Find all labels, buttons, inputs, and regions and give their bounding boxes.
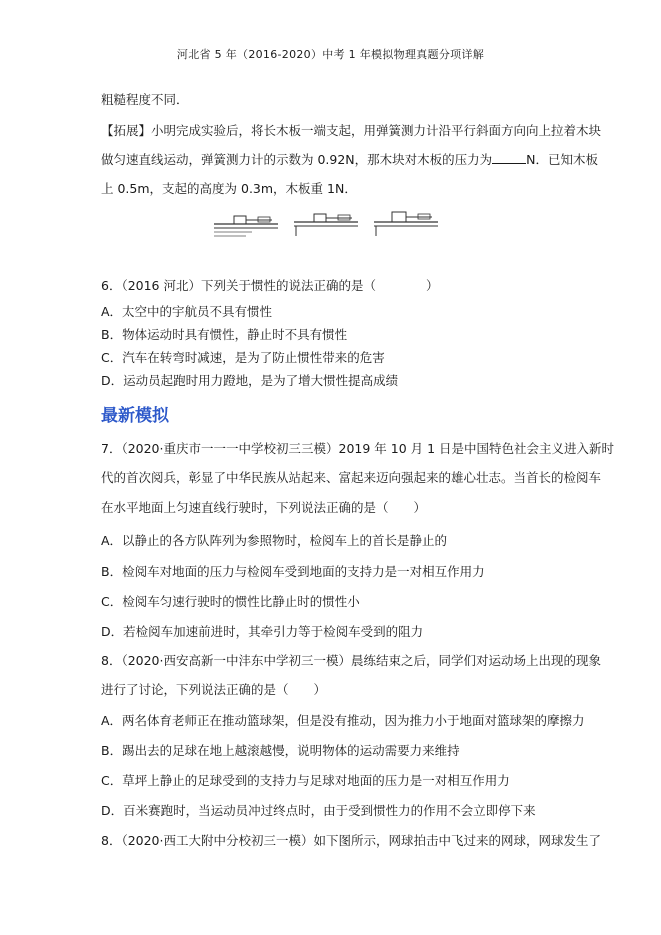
- q7-stem-2: 代的首次阅兵，彰显了中华民族从站起来、富起来迈向强起来的雄心壮志。当首长的检阅车: [101, 470, 602, 485]
- expand-line-2: [101, 150, 598, 168]
- expand-line-2-part-b: N．已知木板: [526, 152, 599, 167]
- answer-blank[interactable]: [492, 152, 526, 164]
- q6-option-a: A．太空中的宇航员不具有惯性: [101, 304, 273, 319]
- section-title: 最新模拟: [101, 406, 169, 426]
- q7-stem-3: 在水平地面上匀速直线行驶时，下列说法正确的是（ ）: [101, 500, 427, 515]
- q8-option-b: B．踢出去的足球在地上越滚越慢，说明物体的运动需要力来维持: [101, 743, 460, 758]
- expand-line-2-part-a: 做匀速直线运动，弹簧测力计的示数为 0.92N，那木块对木板的压力为: [101, 152, 493, 167]
- q6-stem: 6．（2016 河北）下列关于惯性的说法正确的是（ ）: [101, 278, 439, 293]
- expand-line-3: 上 0.5m，支起的高度为 0.3m，木板重 1N．: [101, 181, 357, 196]
- experiment-figures: [212, 206, 452, 238]
- q8b-stem-1: 8．（2020·西工大附中分校初三一模）如下图所示，网球拍击中飞过来的网球，网球发生了: [101, 833, 601, 848]
- figure-3: [372, 206, 442, 238]
- figure-1: [212, 206, 282, 238]
- q7-option-c: C．检阅车匀速行驶时的惯性比静止时的惯性小: [101, 594, 360, 609]
- q8-option-a: A．两名体育老师正在推动篮球架，但是没有推动，因为推力小于地面对篮球架的摩擦力: [101, 713, 585, 728]
- page-header: 河北省 5 年（2016-2020）中考 1 年模拟物理真题分项详解: [176, 48, 485, 61]
- q6-option-c: C．汽车在转弯时减速，是为了防止惯性带来的危害: [101, 350, 385, 365]
- figure-2: [292, 206, 362, 238]
- q8-stem-1: 8．（2020·西安高新一中沣东中学初三一模）晨练结束之后，同学们对运动场上出现的现象: [101, 653, 601, 668]
- q6-option-d: D．运动员起跑时用力蹬地，是为了增大惯性提高成绩: [101, 373, 399, 388]
- q7-option-b: B．检阅车对地面的压力与检阅车受到地面的支持力是一对相互作用力: [101, 564, 485, 579]
- q8-option-d: D．百米赛跑时，当运动员冲过终点时，由于受到惯性力的作用不会立即停下来: [101, 803, 536, 818]
- q7-stem-1: 7．（2020·重庆市一一一中学校初三三模）2019 年 10 月 1 日是中国特色社会主义进入新时: [101, 441, 615, 456]
- q8-option-c: C．草坪上静止的足球受到的支持力与足球对地面的压力是一对相互作用力: [101, 773, 510, 788]
- q6-option-b: B．物体运动时具有惯性，静止时不具有惯性: [101, 327, 348, 342]
- q7-option-d: D．若检阅车加速前进时，其牵引力等于检阅车受到的阻力: [101, 624, 424, 639]
- q7-option-a: A．以静止的各方队阵列为参照物时，检阅车上的首长是静止的: [101, 533, 448, 548]
- q8-stem-2: 进行了讨论，下列说法正确的是（ ）: [101, 682, 327, 697]
- expand-line-1: 【拓展】小明完成实验后，将长木板一端支起，用弹簧测力计沿平行斜面方向向上拉着木块: [101, 123, 602, 138]
- intro-line: 粗糙程度不同．: [101, 92, 189, 107]
